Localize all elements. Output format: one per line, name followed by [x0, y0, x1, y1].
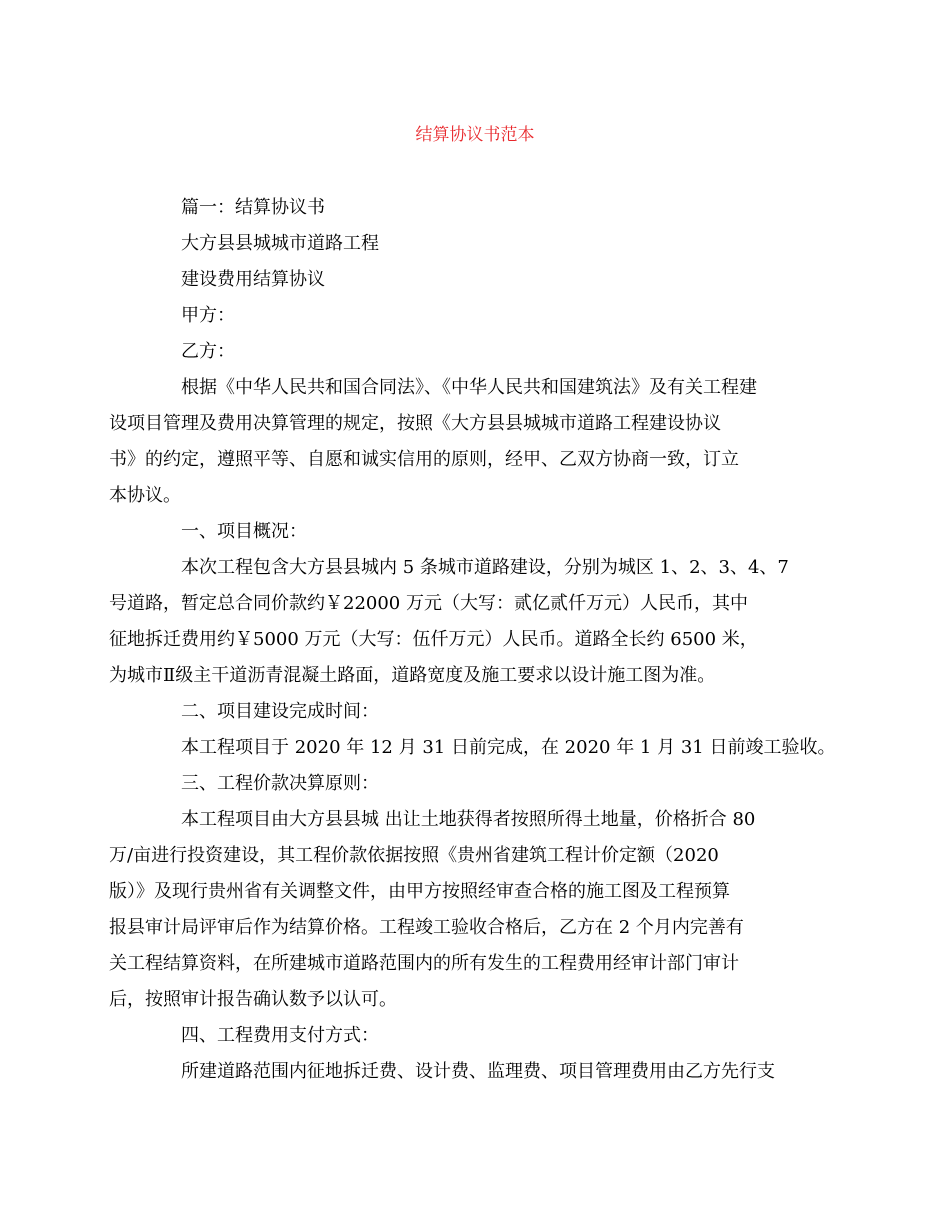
section-2-line: 本工程项目于 2020 年 12 月 31 日前完成，在 2020 年 1 月 31 日前竣工验收。 — [181, 737, 836, 758]
intro-line: 书》的约定，遵照平等、自愿和诚实信用的原则，经甲、乙双方协商一致，订立 — [109, 449, 739, 470]
section-1-line: 征地拆迁费用约￥5000 万元（大写：伍仟万元）人民币。道路全长约 6500 米， — [109, 629, 758, 650]
intro-line: 设项目管理及费用决算管理的规定，按照《大方县县城城市道路工程建设协议 — [109, 413, 721, 434]
section-3-line: 万/亩进行投资建设，其工程价款依据按照《贵州省建筑工程计价定额（2020 — [109, 845, 719, 866]
agreement-name: 建设费用结算协议 — [181, 269, 325, 290]
section-3-paragraph — [109, 802, 805, 1018]
section-4-paragraph — [145, 1054, 805, 1090]
section-1-title: 一、项目概况： — [181, 521, 307, 542]
section-3-line: 版）》及现行贵州省有关调整文件，由甲方按照经审查合格的施工图及工程预算 — [109, 881, 730, 902]
section-3-line: 报县审计局评审后作为结算价格。工程竣工验收合格后，乙方在 2 个月内完善有 — [109, 917, 744, 938]
section-3-line: 后，按照审计报告确认数予以认可。 — [109, 989, 397, 1010]
document-title: 结算协议书范本 — [415, 125, 535, 145]
section-2-paragraph — [145, 730, 836, 766]
section-2-title: 二、项目建设完成时间： — [181, 701, 379, 722]
party-a-label: 甲方： — [181, 305, 235, 326]
party-b-label: 乙方： — [181, 341, 235, 362]
section-3-title: 三、工程价款决算原则： — [181, 773, 379, 794]
section-4-line: 所建道路范围内征地拆迁费、设计费、监理费、项目管理费用由乙方先行支 — [181, 1061, 775, 1082]
section-1-line: 号道路，暂定总合同价款约￥22000 万元（大写：贰亿贰仟万元）人民币，其中 — [109, 593, 748, 614]
section-1-line: 本次工程包含大方县县城内 5 条城市道路建设，分别为城区 1、2、3、4、7 — [181, 557, 789, 578]
intro-paragraph — [109, 370, 805, 514]
chapter-heading: 篇一：结算协议书 — [181, 197, 325, 218]
section-4-title: 四、工程费用支付方式： — [181, 1025, 379, 1046]
project-name: 大方县县城城市道路工程 — [181, 233, 379, 254]
section-1-line: 为城市Ⅱ级主干道沥青混凝土路面，道路宽度及施工要求以设计施工图为准。 — [109, 665, 716, 686]
section-3-line: 关工程结算资料，在所建城市道路范围内的所有发生的工程费用经审计部门审计 — [109, 953, 739, 974]
section-3-line: 本工程项目由大方县县城 出让土地获得者按照所得土地量，价格折合 80 — [181, 809, 756, 830]
intro-line: 本协议。 — [109, 485, 181, 506]
document-body — [109, 190, 836, 1090]
intro-line: 根据《中华人民共和国合同法》、《中华人民共和国建筑法》及有关工程建 — [181, 377, 757, 398]
section-1-paragraph — [109, 550, 805, 694]
